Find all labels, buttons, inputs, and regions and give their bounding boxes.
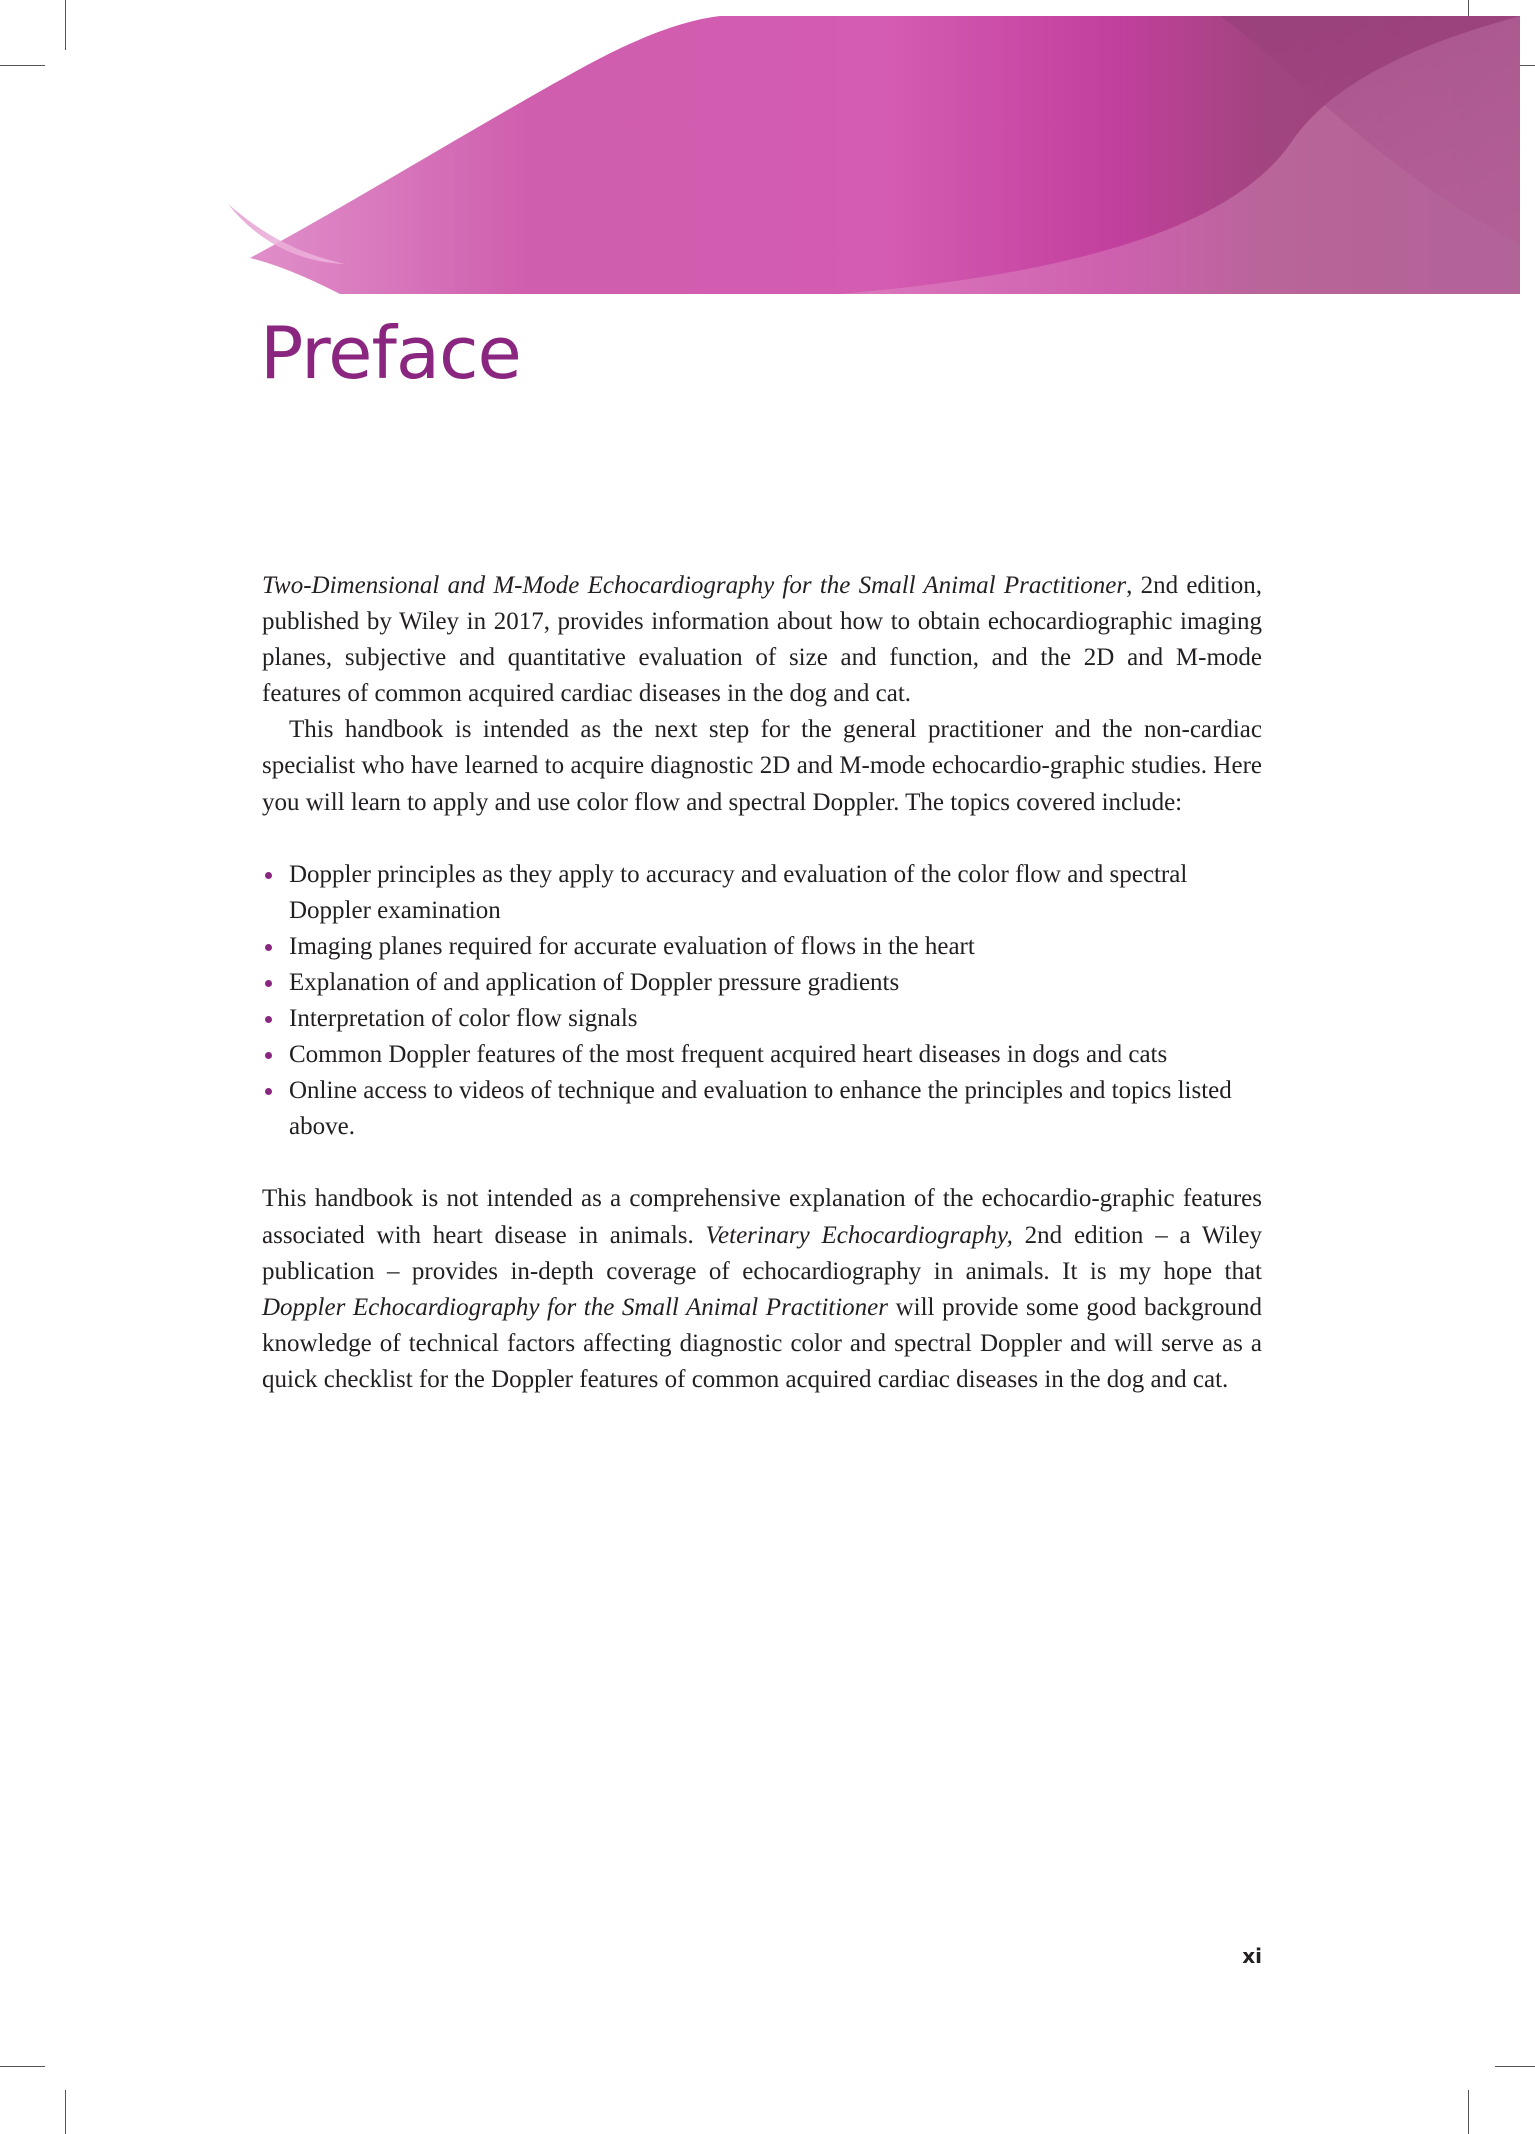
crop-mark	[65, 2090, 66, 2134]
page-number: xi	[1242, 1944, 1262, 1968]
bullet-icon	[265, 944, 272, 951]
header-banner	[220, 14, 1520, 296]
crop-mark	[1468, 2090, 1469, 2134]
list-item: Explanation of and application of Doppler pressure gradients	[262, 965, 1262, 1001]
bullet-icon	[265, 1016, 272, 1023]
list-item: Imaging planes required for accurate evaluation of flows in the heart	[262, 929, 1262, 965]
bullet-icon	[265, 980, 272, 987]
list-item: Common Doppler features of the most frequent acquired heart diseases in dogs and cats	[262, 1037, 1262, 1073]
crop-mark	[0, 2066, 45, 2067]
purpose-paragraph: This handbook is intended as the next step for the general practitioner and the non-cardiac specialist who have learned to acquire diagnostic 2D and M-mode echocardio-graphic studies. Here you will learn to apply and use color flow and spectral Doppler. The topics covered include:	[262, 716, 1262, 816]
list-item: Doppler principles as they apply to accuracy and evaluation of the color flow and spectral Doppler examination	[262, 857, 1262, 929]
bullet-icon	[265, 1088, 272, 1095]
closing-paragraph: This handbook is not intended as a comprehensive explanation of the echocardio-graphic features associated with heart disease in animals. Veterinary Echocardiography, 2nd edition – a Wiley publication – provides in-depth coverage of echocardiography in animals. It is my hope that Doppler Echocardiography for the Small Animal Practitioner will provide some good background knowledge of technical factors affecting diagnostic color and spectral Doppler and will serve as a quick checklist for the Doppler features of common acquired cardiac diseases in the dog and cat.	[262, 1185, 1263, 1393]
book-title-veterinary-echo: Veterinary Echocardiography,	[705, 1221, 1013, 1249]
page-title: Preface	[260, 311, 521, 395]
crop-mark	[0, 65, 45, 66]
book-title-doppler-echo: Doppler Echocardiography for the Small Animal Practitioner	[262, 1293, 889, 1321]
list-item: Interpretation of color flow signals	[262, 1001, 1262, 1037]
book-title-2d-mmode: Two-Dimensional and M-Mode Echocardiography for the Small Animal Practitioner	[262, 572, 1127, 599]
topics-list	[262, 857, 1262, 1146]
list-item: Online access to videos of technique and evaluation to enhance the principles and topics listed above.	[262, 1073, 1262, 1145]
bullet-icon	[265, 872, 272, 879]
bullet-icon	[265, 1052, 272, 1059]
preface-body	[262, 568, 1262, 1398]
crop-mark	[65, 0, 66, 50]
crop-mark	[1495, 2066, 1535, 2067]
intro-paragraph: Two-Dimensional and M-Mode Echocardiography for the Small Animal Practitioner, 2nd edition, published by Wiley in 2017, provides information about how to obtain echocardiographic imaging planes, subjective and quantitative evaluation of size and function, and the 2D and M-mode features of common acquired cardiac diseases in the dog and cat.	[262, 572, 1262, 708]
